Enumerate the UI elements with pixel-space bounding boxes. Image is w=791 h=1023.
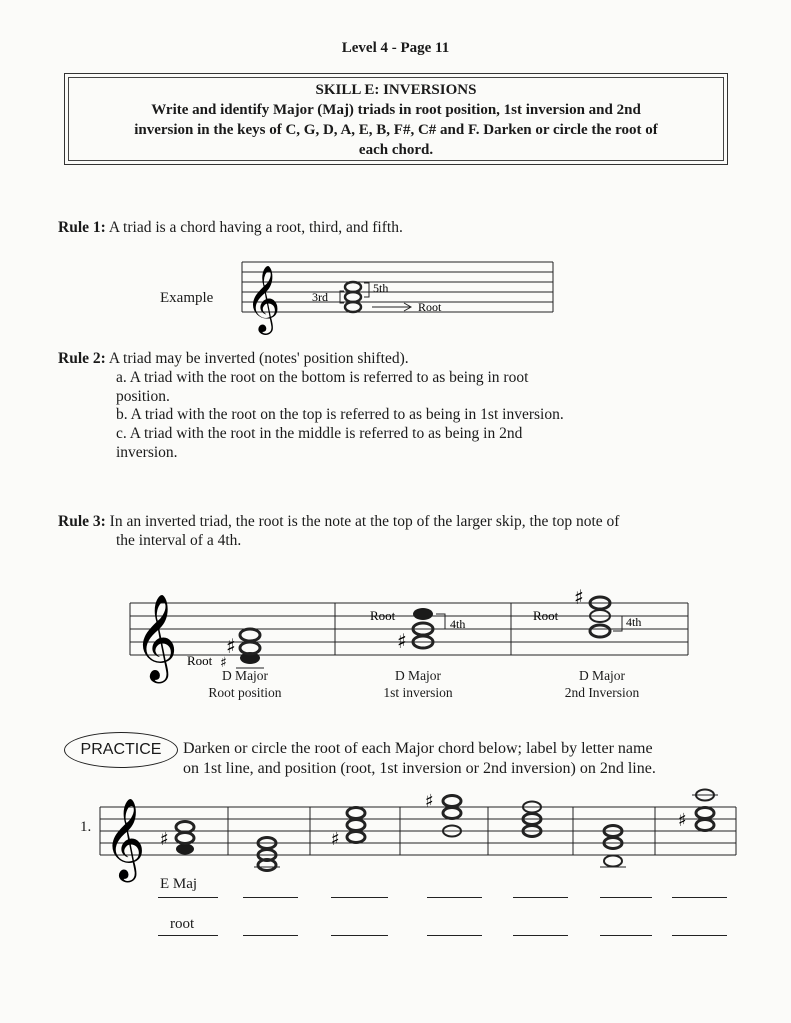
practice-chord-3	[331, 808, 365, 851]
chord-2-middle	[413, 623, 433, 635]
skill-box-inner	[68, 77, 724, 161]
skill-description-line-3: each chord.	[358, 142, 434, 158]
interval-label-2: 4th	[450, 617, 466, 631]
answer-line-1-blank-3[interactable]	[331, 897, 388, 898]
example-2-key: D Major	[394, 668, 442, 683]
rule-2	[58, 349, 409, 368]
answer-line-2-blank-4[interactable]	[427, 935, 482, 936]
rule-2-b-line-1: b. A triad with the root on the top is referred to as being in 1st inversion.	[116, 406, 564, 423]
rule-3-staff-lines	[130, 603, 688, 655]
sharp-icon: ♯	[331, 829, 340, 850]
d-major-fifth	[240, 629, 260, 641]
chord-note-third	[345, 292, 361, 302]
answer-line-2-blank-6[interactable]	[600, 935, 652, 936]
skill-description-line-1: Write and identify Major (Maj) triads in root position, 1st inversion and 2nd	[151, 102, 641, 118]
practice-chord-7	[678, 790, 718, 832]
chord-note-fifth	[345, 282, 361, 292]
rule-3-line-1: In an inverted triad, the root is the note at the top of the larger skip, the top note of	[109, 513, 620, 530]
sharp-icon: ♯	[678, 810, 687, 831]
root-tag-1: Root	[187, 653, 213, 668]
example-3-key: D Major	[578, 668, 626, 683]
treble-clef-icon: 𝄞	[246, 264, 281, 332]
skill-title: SKILL E: INVERSIONS	[315, 82, 477, 98]
chord-2-bottom	[413, 636, 433, 648]
rule-2-a-line-2: position.	[116, 388, 170, 405]
example-1-caption	[190, 667, 300, 701]
answer-line-1-blank-7[interactable]	[672, 897, 727, 898]
answer-line-2-blank-5[interactable]	[513, 935, 568, 936]
example-3-caption	[547, 667, 657, 701]
d-major-root-note	[240, 652, 260, 664]
sharp-icon: ♯	[226, 634, 236, 658]
root-note-top	[413, 608, 433, 620]
rule-2-c-line-2: inversion.	[116, 444, 178, 461]
treble-clef-icon: 𝄞	[104, 797, 146, 879]
practice-chord-1	[160, 822, 194, 855]
chord-3-top	[590, 597, 610, 609]
practice-chord-2	[254, 838, 280, 871]
answer-line-2-blank-3[interactable]	[331, 935, 388, 936]
answer-line-1-blank-4[interactable]	[427, 897, 482, 898]
rule-2-a-line-1: a. A triad with the root on the bottom is referred to as being in root	[116, 369, 529, 386]
example-label: Example	[160, 290, 214, 306]
treble-clef-icon: 𝄞	[134, 594, 178, 680]
answer-line-2-blank-1[interactable]	[158, 935, 218, 936]
rule-1-staff-lines	[242, 262, 553, 312]
rule-1	[58, 218, 403, 237]
sharp-icon: ♯	[574, 585, 584, 609]
third-label: 3rd	[312, 290, 328, 304]
fifth-bracket	[364, 283, 369, 297]
root-note-middle	[590, 610, 610, 622]
example-1-position: Root position	[208, 685, 282, 700]
row-number: 1.	[80, 819, 92, 835]
page-title: Level 4 - Page 11	[341, 40, 450, 56]
rule-2-text: A triad may be inverted (notes' position shifted).	[108, 350, 409, 367]
rule-2-label: Rule 2:	[58, 350, 106, 367]
answer-line-1-blank-2[interactable]	[243, 897, 298, 898]
fourth-bracket-2	[436, 614, 445, 629]
root-label: Root	[418, 300, 442, 314]
example-3-position: 2nd Inversion	[564, 685, 640, 700]
interval-label-3: 4th	[626, 615, 642, 629]
chord-note-root	[345, 302, 361, 312]
practice-badge: PRACTICE	[64, 732, 178, 768]
example-2-caption	[363, 667, 473, 701]
answer-line-2-blank-7[interactable]	[672, 935, 727, 936]
rule-1-label: Rule 1:	[58, 219, 106, 236]
answer-position-1: root	[170, 916, 195, 932]
practice-instructions-line-2: on 1st line, and position (root, 1st inversion or 2nd inversion) on 2nd line.	[183, 760, 656, 777]
chord-3-bottom	[590, 625, 610, 637]
skill-box	[64, 73, 728, 165]
sharp-icon: ♯	[425, 791, 434, 812]
skill-description-line-2: inversion in the keys of C, G, D, A, E, B, F#, C# and F. Darken or circle the root of	[134, 122, 658, 138]
sharp-icon: ♯	[160, 829, 169, 850]
d-major-third	[240, 642, 260, 654]
practice-instructions-line-1: Darken or circle the root of each Major chord below; label by letter name	[183, 740, 653, 757]
root-arrow-head	[404, 303, 411, 311]
practice-chord-6	[600, 826, 626, 868]
fourth-bracket-3	[613, 616, 622, 631]
rule-3-label: Rule 3:	[58, 513, 106, 530]
rule-1-text: A triad is a chord having a root, third, and fifth.	[108, 219, 403, 236]
answer-line-1-blank-1[interactable]	[158, 897, 218, 898]
example-1-key: D Major	[221, 668, 269, 683]
sharp-icon: ♯	[220, 655, 227, 671]
practice-chord-4	[425, 791, 461, 837]
answer-line-1-blank-6[interactable]	[600, 897, 652, 898]
answer-line-1-blank-5[interactable]	[513, 897, 568, 898]
root-tag-2: Root	[370, 608, 396, 623]
rule-3-line-2: the interval of a 4th.	[116, 532, 242, 549]
answer-name-1: E Maj	[160, 876, 198, 892]
root-tag-3: Root	[533, 608, 559, 623]
answer-line-2-blank-2[interactable]	[243, 935, 298, 936]
third-bracket	[340, 291, 344, 303]
fifth-label: 5th	[373, 281, 389, 295]
example-2-position: 1st inversion	[383, 685, 453, 700]
practice-chord-5	[519, 802, 545, 837]
practice-staff-lines	[100, 807, 736, 855]
rule-3	[58, 512, 619, 531]
rule-2-c-line-1: c. A triad with the root in the middle is referred to as being in 2nd	[116, 425, 523, 442]
sharp-icon: ♯	[397, 629, 407, 653]
